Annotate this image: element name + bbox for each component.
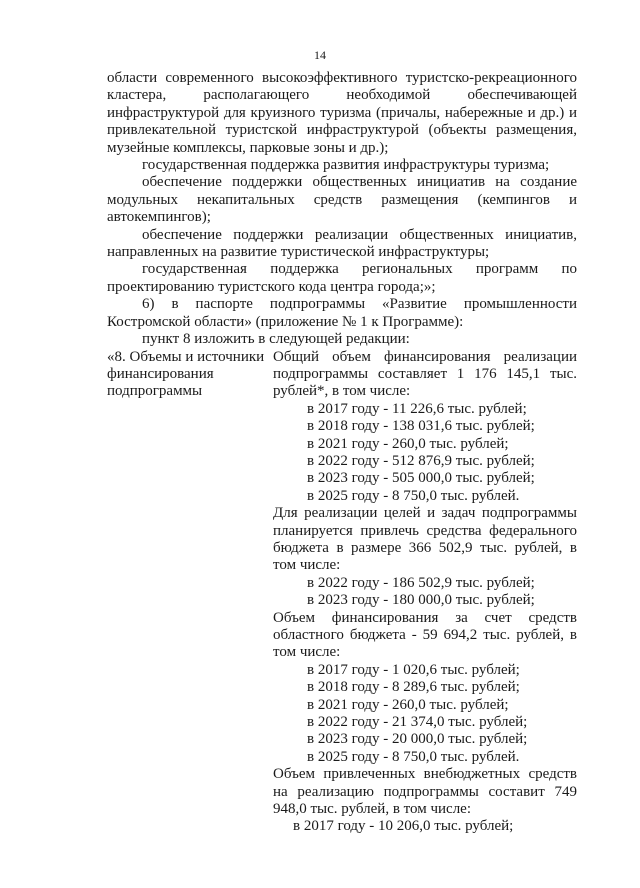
year-line: в 2017 году - 11 226,6 тыс. рублей; xyxy=(307,400,527,417)
regional-financing: Объем финансирования за счет средств областного бюджета - 59 694,2 тыс. рублей, в том числе: xyxy=(273,609,577,661)
year-line: в 2021 году - 260,0 тыс. рублей; xyxy=(307,435,509,452)
paragraph: государственная поддержка развития инфраструктуры туризма; xyxy=(142,157,550,174)
passport-content xyxy=(273,349,577,836)
year-line: в 2017 году - 10 206,0 тыс. рублей; xyxy=(293,818,514,835)
paragraph: 6) в паспорте подпрограммы «Развитие промышленности Костромской области» (приложение № 1 к Программе): xyxy=(107,296,577,330)
year-line: в 2022 году - 512 876,9 тыс. рублей; xyxy=(307,452,535,469)
paragraph: области современного высокоэффективного туристско-рекреационного кластера, располагающего необходимой обеспечивающей инфраструктурой для круизного туризма (причалы, набережные и др.) и привлекательной туристской инфраструктурой (объекты размещения, музейные комплексы, парковые зоны и др.); xyxy=(107,70,577,156)
year-line: в 2022 году - 21 374,0 тыс. рублей; xyxy=(307,714,528,731)
year-line: в 2022 году - 186 502,9 тыс. рублей; xyxy=(307,574,535,591)
year-line: в 2025 году - 8 750,0 тыс. рублей. xyxy=(307,487,520,504)
year-line: в 2023 году - 505 000,0 тыс. рублей; xyxy=(307,470,535,487)
passport-label: «8. Объемы и источники финансирования подпрограммы xyxy=(107,348,265,400)
year-line: в 2023 году - 180 000,0 тыс. рублей; xyxy=(307,592,535,609)
paragraph: пункт 8 изложить в следующей редакции: xyxy=(142,331,410,348)
year-line: в 2018 году - 138 031,6 тыс. рублей; xyxy=(307,418,535,435)
extrabudget-financing: Объем привлеченных внебюджетных средств на реализацию подпрограммы составит 749 948,0 тыс. рублей, в том числе: xyxy=(273,766,577,818)
year-line: в 2017 году - 1 020,6 тыс. рублей; xyxy=(307,661,520,678)
year-line: в 2023 году - 20 000,0 тыс. рублей; xyxy=(307,731,528,748)
passport-table xyxy=(107,349,577,836)
paragraph: обеспечение поддержки реализации общественных инициатив, направленных на развитие туристической инфраструктуры; xyxy=(107,226,577,261)
year-line: в 2025 году - 8 750,0 тыс. рублей. xyxy=(307,748,520,765)
year-line: в 2021 году - 260,0 тыс. рублей; xyxy=(307,696,509,713)
federal-financing: Для реализации целей и задач подпрограммы планируется привлечь средства федерального бюджета в размере 366 502,9 тыс. рублей, в том числе: xyxy=(273,505,577,574)
paragraph: государственная поддержка региональных программ по проектированию туристского кода центра города;»; xyxy=(107,261,577,295)
total-financing: Общий объем финансирования реализации подпрограммы составляет 1 176 145,1 тыс. рублей*, в том числе: xyxy=(273,348,577,400)
paragraph: обеспечение поддержки общественных инициатив на создание модульных некапитальных средств размещения (кемпингов и автокемпингов); xyxy=(107,174,577,226)
page-number: 14 xyxy=(314,48,326,62)
year-line: в 2018 году - 8 289,6 тыс. рублей; xyxy=(307,679,520,696)
document-body xyxy=(107,70,577,836)
